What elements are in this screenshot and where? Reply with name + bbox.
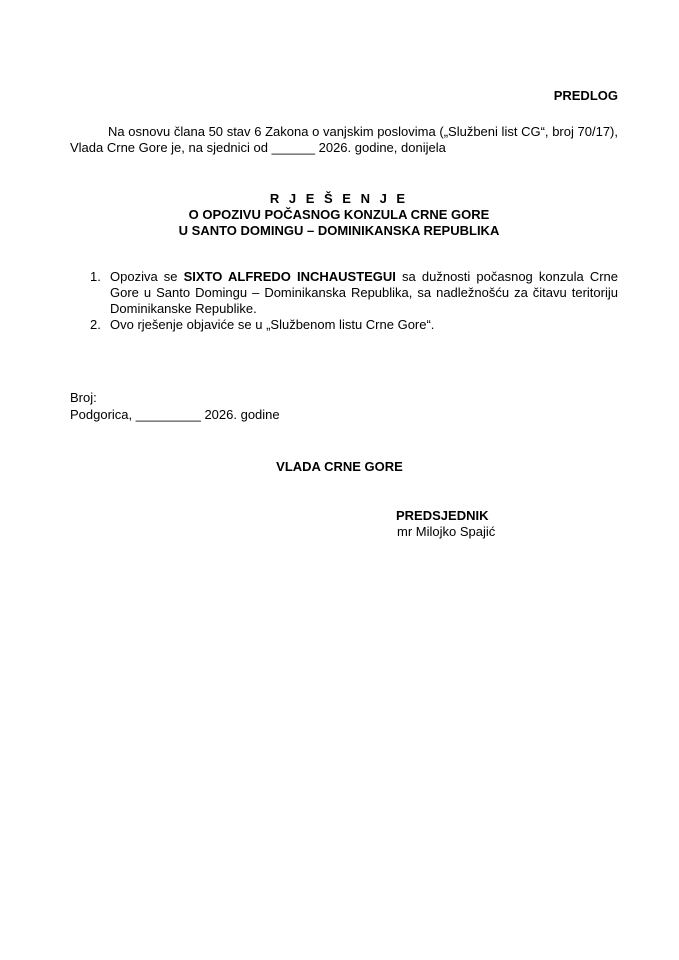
list-item-prefix: Opoziva se	[110, 269, 184, 284]
preamble-paragraph	[70, 124, 618, 156]
decision-title-block	[60, 191, 618, 239]
list-item-number: 2.	[90, 317, 101, 332]
decision-items-list	[90, 269, 618, 333]
list-item	[90, 317, 618, 333]
list-item-number: 1.	[90, 269, 101, 284]
signature-block	[396, 508, 495, 540]
decision-subtitle-line-2: U SANTO DOMINGU – DOMINIKANSKA REPUBLIKA	[178, 223, 500, 238]
place-and-date: Podgorica, _________ 2026. godine	[70, 407, 280, 422]
list-item	[90, 269, 618, 317]
list-item-text: Ovo rješenje objaviće se u „Službenom listu Crne Gore“.	[110, 317, 435, 332]
document-number-label: Broj:	[70, 390, 97, 405]
decision-subtitle-line-1: O OPOZIVU POČASNOG KONZULA CRNE GORE	[188, 207, 490, 222]
preamble-text: Na osnovu člana 50 stav 6 Zakona o vanjskim poslovima („Službeni list CG“, broj 70/17), Vlada Crne Gore je, na sjednici od ______ 2026. godine, donijela	[70, 124, 618, 155]
signatory-role: PREDSJEDNIK	[396, 508, 489, 523]
government-name: VLADA CRNE GORE	[276, 459, 403, 474]
list-item-suffix: sa dužnosti počasnog konzula Crne Gore u Santo Domingu – Dominikanska Republika, sa nadležnošću za čitavu teritoriju Dominikanske Republike.	[110, 269, 618, 316]
signatory-name: mr Milojko Spajić	[397, 524, 496, 539]
document-status-marker: PREDLOG	[553, 88, 618, 103]
consul-name: SIXTO ALFREDO INCHAUSTEGUI	[183, 269, 396, 284]
decision-title: R J E Š E N J E	[269, 191, 409, 206]
